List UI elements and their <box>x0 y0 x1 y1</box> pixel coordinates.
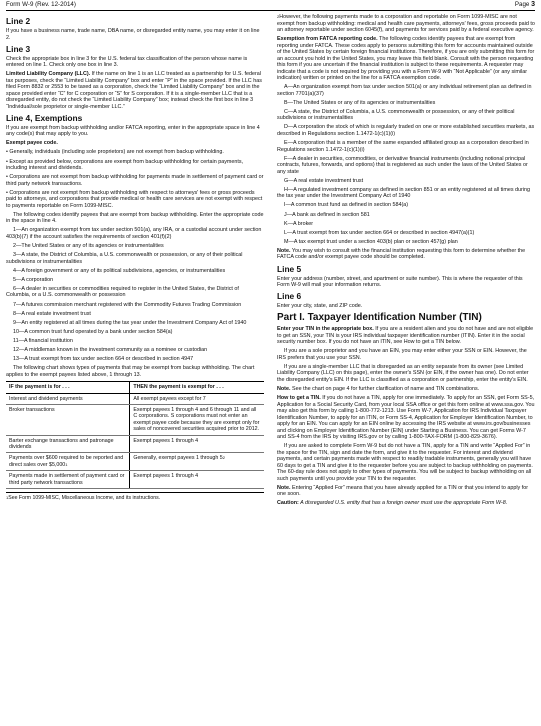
line6-text: Enter your city, state, and ZIP code. <box>277 303 363 310</box>
line4-text: If you are exempt from backup withholding and/or FATCA reporting, enter in the appropriate space in line 4 any code(s) that may apply to you. <box>6 124 260 138</box>
page-number: Page 3 <box>514 1 535 8</box>
exempt-code: 12—A middleman known in the investment community as a nominee or custodian <box>13 346 208 353</box>
note-applied: Note. Entering “Applied For” means that you have already applied for a TIN or that you intend to apply for one soon. <box>277 484 529 498</box>
bullet-item: • Corporations are not exempt from backup withholding for payments made in settlement of payment card or third party network transactions. <box>6 174 264 187</box>
fatca-code: A—An organization exempt from tax under section 501(a) or any individual retirement plan as defined in section 7701(a)(37) <box>277 84 532 97</box>
line5-text: Enter your address (number, street, and apartment or suite number). This is where the requester of this Form W-9 will mail your information returns. <box>277 275 523 288</box>
line2-heading: Line 2 <box>6 16 31 26</box>
exempt-code: 6—A dealer in securities or commodities required to register in the United States, the District of Columbia, or a U.S. commonwealth or possession <box>6 285 239 299</box>
table-cell: Payments over $600 required to be reported and direct sales over $5,000$^1$ <box>6 453 130 471</box>
line6-heading: Line 6 <box>277 291 302 302</box>
fatca-code: F—A dealer in securities, commodities, or derivative financial instruments (including notional principal contracts, futures, forwards, and options) that is registered as such under the laws of the United States or any state <box>277 155 528 175</box>
table-row <box>6 471 264 489</box>
table-row <box>6 453 264 471</box>
exempt-code: 4—A foreign government or any of its political subdivisions, agencies, or instrumentalities <box>13 267 226 274</box>
line3-heading: Line 3 <box>6 43 31 54</box>
footnote-2: $^2$However, the following payments made to a corporation and reportable on Form 1099-MISC are not exempt from backup withholding: medical and health care payments, attorneys' fees, gross proceeds paid to an attorney reportable under section 6045(f), and payments for services paid by a federal executive agency. <box>277 14 535 33</box>
llc-paragraph: Limited Liability Company (LLC). If the name on line 1 is an LLC treated as a partnership for U.S. federal tax purposes, check the “Limited Liability Company” box and enter “P” in the space provided. If the LLC has filed Form 8832 or 2553 to be taxed as a corporation, check the “Limited Liability Company” box and in the space provided enter “C” for C corporation or “S” for S corporation. If it is a single-member LLC that is a disregarded entity, do not check the “Limited Liability Company” box; instead check the first box in line 3 “Individual/sole proprietor or single-member LLC.” <box>6 71 262 110</box>
table-header-row <box>6 382 264 393</box>
exempt-code: 1—An organization exempt from tax under section 501(a), any IRA, or a custodial account under section 403(b)(7) if the account satisfies the requirements of section 401(f)(2) <box>6 227 262 240</box>
line2-text: If you have a business name, trade name, DBA name, or disregarded entity name, you may enter it on line 2. <box>6 28 260 41</box>
fatca-code: I—A common trust fund as defined in section 584(a) <box>284 202 409 209</box>
table-cell: Broker transactions <box>6 404 130 435</box>
bullet-item: • Corporations are not exempt from backup withholding with respect to attorneys' fees or gross proceeds paid to attorneys, and corporations that provide medical or health care services are not exempt with respect to payments reportable on Form 1099-MISC. <box>6 189 263 209</box>
exempt-code: 13—A trust exempt from tax under section 664 or described in section 4947 <box>13 356 194 363</box>
table-row <box>6 435 264 453</box>
exempt-code: 10—A common trust fund operated by a bank under section 584(a) <box>13 328 173 335</box>
tin-paragraph: Enter your TIN in the appropriate box. If you are a resident alien and you do not have and are not eligible to get an SSN, your TIN is your IRS individual taxpayer identification number (ITIN). Enter it in the social security number box. If you do not have an ITIN, see How to get a TIN below. <box>277 326 534 346</box>
footnote: $^1$See Form 1099-MISC, Miscellaneous Income, and its instructions. <box>6 492 264 502</box>
header-rule <box>6 10 535 11</box>
exempt-code: 7—A futures commission merchant registered with the Commodity Futures Trading Commission <box>13 301 242 308</box>
bullet-item: • Generally, individuals (including sole proprietors) are not exempt from backup withholding. <box>6 149 224 156</box>
line3-text: Check the appropriate box in line 3 for the U.S. federal tax classification of the person whose name is entered on line 1. Check only one box in line 3. <box>6 55 248 69</box>
column-header: IF the payment is for . . . <box>6 382 130 393</box>
fatca-code: J—A bank as defined in section 581 <box>284 211 370 218</box>
how-to-get-tin: How to get a TIN. If you do not have a TIN, apply for one immediately. To apply for an SSN, get Form SS-5, Application for a Social Security Card, from your local SSA office or get this form online at www.ssa.gov. You may also get this form by calling 1-800-772-1213. Use Form W-7, Application for IRS Individual Taxpayer Identification Number, to apply for an ITIN, or Form SS-4, Application for Employer Identification Number, to apply for an EIN. You can apply for an EIN online by accessing the IRS website at www.irs.gov/businesses and clicking on Employer Identification Number (EIN) under Starting a Business. You can get Forms W-7 and SS-4 from the IRS by visiting IRS.gov or by calling 1-800-TAX-FORM (1-800-829-3676). <box>277 395 535 441</box>
table-cell: Exempt payees 1 through 4 <box>130 471 264 489</box>
fatca-code: G—A real estate investment trust <box>284 177 364 184</box>
column-header: THEN the payment is exempt for . . . <box>130 382 264 393</box>
exempt-code: 3—A state, the District of Columbia, a U.S. commonwealth or possession, or any of their political subdivisions or instrumentalities <box>6 252 243 265</box>
table-cell: Interest and dividend payments <box>6 393 130 404</box>
exempt-code: 8—A real estate investment trust <box>13 310 91 317</box>
fatca-paragraph: Exemption from FATCA reporting code. The following codes identify payees that are exempt from reporting under FATCA. These codes apply to persons submitting this form for accounts maintained outside of the United States by certain foreign financial institutions. Therefore, if you are only submitting this form for an account you hold in the United States, you may leave this field blank. Consult with the person requesting this form if you are uncertain if the financial institution is subject to these requirements. A requester may indicate that a code is not required by providing you with a Form W-9 with “Not Applicable” (or any similar indication) written or printed on the line for a FATCA exemption code. <box>277 36 535 82</box>
line4-heading: Line 4, Exemptions <box>6 112 83 123</box>
exemption-table <box>6 381 264 489</box>
form-id: Form W-9 (Rev. 12-2014) <box>6 1 76 8</box>
table-cell: Generally, exempt payees 1 through $5^2$ <box>130 453 264 471</box>
codes-intro: The following codes identify payees that are exempt from backup withholding. Enter the appropriate code in the space in line 4. <box>6 211 264 225</box>
fatca-code: B—The United States or any of its agencies or instrumentalities <box>284 99 436 106</box>
bullet-item: • Except as provided below, corporations are exempt from backup withholding for certain payments, including interest and dividends. <box>6 158 244 172</box>
table-row <box>6 404 264 435</box>
exempt-payee-heading: Exempt payee code. <box>6 140 58 147</box>
tin-llc: If you are a single-member LLC that is disregarded as an entity separate from its owner (see Limited Liability Company (LLC) on this page), enter the owner's SSN (or EIN, if the owner has one). Do not enter the disregarded entity's EIN. If the LLC is classified as a corporation or partnership, enter the entity's EIN. <box>277 363 529 383</box>
line5-heading: Line 5 <box>277 263 302 274</box>
fatca-code: D—A corporation the stock of which is regularly traded on one or more established securities markets, as described in Regulations section 1.1472-1(c)(1)(i) <box>277 124 535 137</box>
applied-for-paragraph: If you are asked to complete Form W-9 but do not have a TIN, apply for a TIN and write “Applied For” in the space for the TIN, sign and date the form, and give it to the requester. For interest and dividend payments, and certain payments made with respect to readily tradable instruments, generally you will have 60 days to get a TIN and give it to the requester before you are subject to backup withholding on payments. The 60-day rule does not apply to other types of payments. You will be subject to backup withholding on all such payments until you provide your TIN to the requester. <box>277 443 533 482</box>
fatca-code: K—A broker <box>284 220 314 227</box>
table-cell: Exempt payees 1 through 4 <box>130 435 264 453</box>
note-chart: Note. See the chart on page 4 for further clarification of name and TIN combinations. <box>277 385 480 392</box>
table-cell: Payments made in settlement of payment card or third party network transactions <box>6 471 130 489</box>
fatca-code: M—A tax exempt trust under a section 403(b) plan or section 457(g) plan <box>284 238 458 245</box>
chart-intro: The following chart shows types of payments that may be exempt from backup withholding. The chart applies to the exempt payees listed above, 1 through 13. <box>6 365 255 378</box>
table-cell: All exempt payees except for 7 <box>130 393 264 404</box>
part1-heading: Part I. Taxpayer Identification Number (TIN) <box>277 312 482 324</box>
exempt-code: 9—An entity registered at all times during the tax year under the Investment Company Act of 1940 <box>13 319 247 326</box>
left-column <box>6 14 264 502</box>
fatca-code: C—A state, the District of Columbia, a U.S. commonwealth or possession, or any of their political subdivisions or instrumentalities <box>277 108 515 122</box>
fatca-code: E—A corporation that is a member of the same expanded affiliated group as a corporation described in Regulations section 1.1472-1(c)(1)(i) <box>277 140 529 153</box>
fatca-code: L—A trust exempt from tax under section 664 or described in section 4947(a)(1) <box>284 229 475 236</box>
exempt-code: 11—A financial institution <box>13 337 73 344</box>
note-fatca: Note. You may wish to consult with the financial institution requesting this form to determine whether the FATCA code and/or exempt payee code should be completed. <box>277 247 526 261</box>
exempt-code: 5—A corporation <box>13 276 54 283</box>
tin-sole-proprietor: If you are a sole proprietor and you have an EIN, you may enter either your SSN or EIN. However, the IRS prefers that you use your SSN. <box>277 348 527 361</box>
caution: Caution: A disregarded U.S. entity that has a foreign owner must use the appropriate Form W-8. <box>277 500 508 507</box>
right-column <box>277 14 535 509</box>
table-cell: Barter exchange transactions and patronage dividends <box>6 435 130 453</box>
table-row <box>6 393 264 404</box>
fatca-code: H—A regulated investment company as defined in section 851 or an entity registered at all times during the tax year under the Investment Company Act of 1940 <box>277 186 531 200</box>
exempt-code: 2—The United States or any of its agencies or instrumentalities <box>13 243 164 250</box>
table-cell: Exempt payees 1 through 4 and 6 through 11 and all C corporations. S corporations must not enter an exempt payee code because they are exempt only for sales of noncovered securities acquired prior to 2012. <box>130 404 264 435</box>
